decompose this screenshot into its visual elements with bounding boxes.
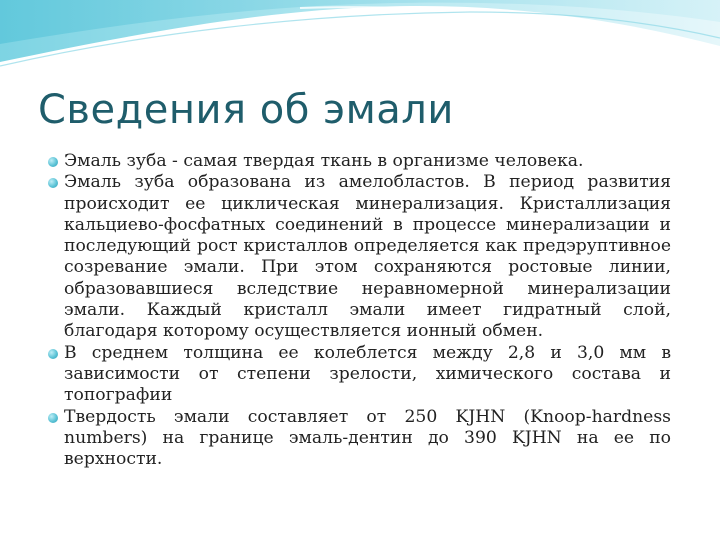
list-item <box>48 151 671 172</box>
round-bullet-icon <box>48 178 58 188</box>
decorative-wave-header <box>0 0 720 80</box>
bullet-text: В среднем толщина ее колеблется между 2,8 и 3,0 мм в зависимости от степени зрелости, химического состава и топографии <box>64 342 671 406</box>
round-bullet-icon <box>48 413 58 423</box>
slide-title: Сведения об эмали <box>38 87 454 133</box>
round-bullet-icon <box>48 157 58 167</box>
round-bullet-icon <box>48 349 58 359</box>
bullet-text: Эмаль зуба образована из амелобластов. В период развития происходит ее циклическая минерализация. Кристаллизация кальциево-фосфатных соединений в процессе минерализации и последующий рост кристаллов определяется как предэруптивное созревание эмали. При этом сохраняются ростовые линии, образовавшиеся вследствие неравномерной минерализации эмали. Каждый кристалл эмали имеет гидратный слой, благодаря которому осуществляется ионный обмен. <box>64 172 671 342</box>
bullet-list <box>48 151 671 470</box>
bullet-text: Твердость эмали составляет от 250 KJHN (Knoop-hardness numbers) на границе эмаль-дентин до 390 KJHN на ее по верхности. <box>64 406 671 470</box>
list-item <box>48 407 671 471</box>
list-item <box>48 172 671 342</box>
list-item <box>48 343 671 407</box>
bullet-text: Эмаль зуба - самая твердая ткань в организме человека. <box>64 151 584 171</box>
